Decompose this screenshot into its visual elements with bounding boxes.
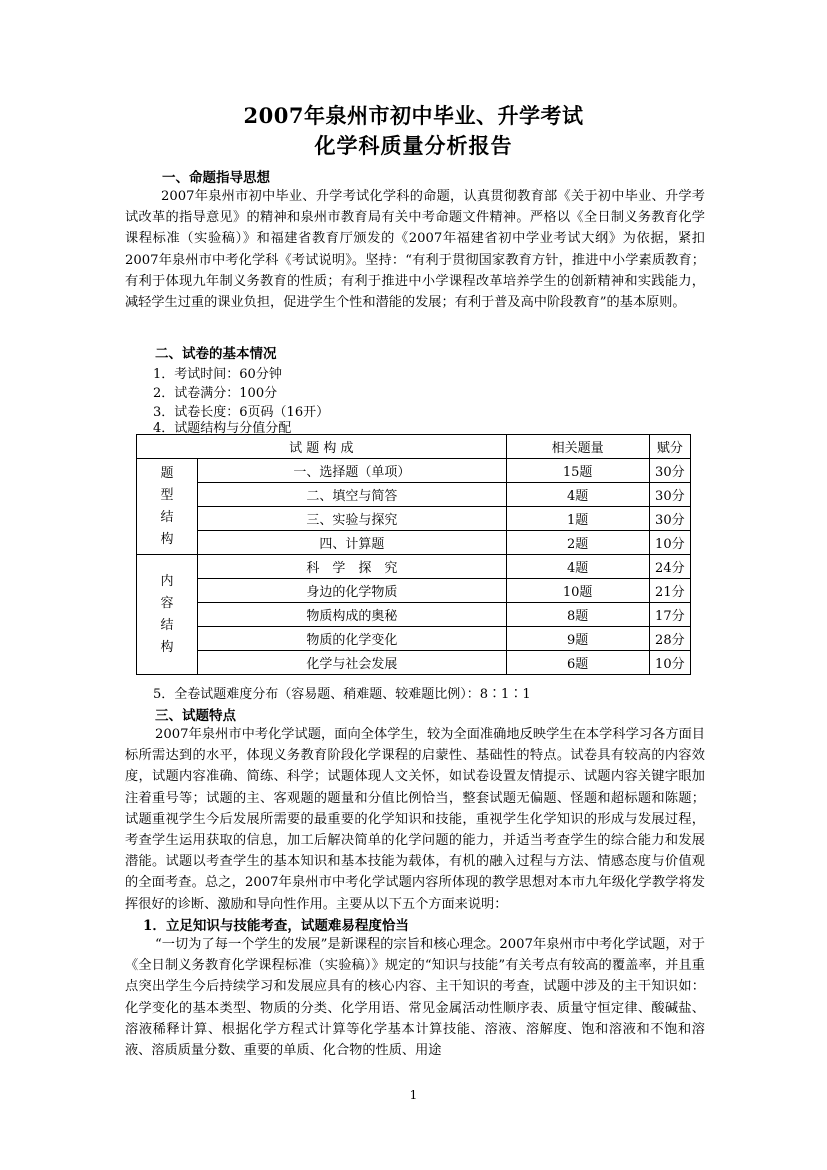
row-name: 二、填空与简答 [198, 483, 507, 507]
row-name: 物质的化学变化 [198, 627, 507, 651]
row-name: 一、选择题（单项） [198, 459, 507, 483]
table-row [137, 579, 691, 603]
report-title-line2: 化学科质量分析报告 [314, 133, 513, 158]
header-structure: 试 题 构 成 [137, 435, 507, 459]
structure-caption: 4．试题结构与分值分配 [153, 421, 292, 436]
table-header-row [137, 435, 691, 459]
row-score: 30分 [649, 507, 690, 531]
row-score: 30分 [649, 483, 690, 507]
row-count: 9题 [506, 627, 649, 651]
row-name: 科 学 探 究 [198, 555, 507, 579]
row-count: 15题 [506, 459, 649, 483]
row-score: 21分 [649, 579, 690, 603]
row-count: 4题 [506, 555, 649, 579]
section1-heading: 一、命题指导思想 [162, 170, 270, 186]
exam-time: 1．考试时间：60分钟 [153, 367, 282, 382]
table-row [137, 531, 691, 555]
table-row [137, 483, 691, 507]
row-count: 8题 [506, 603, 649, 627]
header-count: 相关题量 [506, 435, 649, 459]
table-row [137, 627, 691, 651]
row-count: 4题 [506, 483, 649, 507]
row-score: 10分 [649, 651, 690, 675]
table-row [137, 603, 691, 627]
row-score: 17分 [649, 603, 690, 627]
row-score: 10分 [649, 531, 690, 555]
row-count: 6题 [506, 651, 649, 675]
row-name: 物质构成的奥秘 [198, 603, 507, 627]
exam-full-score: 2．试卷满分：100分 [153, 386, 278, 401]
table-row [137, 651, 691, 675]
page-number: 1 [409, 1088, 418, 1102]
table-row [137, 459, 691, 483]
section3-paragraph: 2007年泉州市中考化学试题，面向全体学生，较为全面准确地反映学生在本学科学习各方面目标所需达到的水平，体现义务教育阶段化学课程的启蒙性、基础性的特点。试卷具有较高的内容效度，试题内容准确、简练、科学；试题体现人文关怀，如试卷设置友情提示、试题内容关键字眼加注着重号等；试题的主、客观题的题量和分值比例恰当，整套试题无偏题、怪题和超标题和陈题；试题重视学生今后发展所需要的最重要的化学知识和技能，重视学生化学知识的形成与发展过程，考查学生运用获取的信息，加工后解决简单的化学问题的能力，并适当考查学生的综合能力和发展潜能。试题以考查学生的基本知识和基本技能为载体，有机的融入过程与方法、情感态度与价值观的全面考查。总之，2007年泉州市中考化学试题内容所体现的教学思想对本市九年级化学教学将发挥很好的诊断、激励和导向性作用。主要从以下五个方面来说明： [125, 727, 705, 912]
section1-paragraph: 2007年泉州市初中毕业、升学考试化学科的命题，认真贯彻教育部《关于初中毕业、升学考试改革的指导意见》的精神和泉州市教育局有关中考命题文件精神。严格以《全日制义务教育化学课程标准（实验稿）》和福建省教育厅颁发的《2007年福建省初中学业考试大纲》为依据，紧扣2007年泉州市中考化学科《考试说明》。坚持：“有利于贯彻国家教育方针，推进中小学素质教育；有利于体现九年制义务教育的性质；有利于推进中小学课程改革培养学生的创新精神和实践能力，减轻学生过重的课业负担，促进学生个性和潜能的发展；有利于普及高中阶段教育”的基本原则。 [125, 189, 705, 311]
exam-length: 3．试卷长度：6页码（16开） [153, 405, 330, 420]
subsection1-paragraph: “一切为了每一个学生的发展”是新课程的宗旨和核心理念。2007年泉州市中考化学试题，对于《全日制义务教育化学课程标准（实验稿）》规定的“知识与技能”有关考点有较高的覆盖率，并且重点突出学生今后持续学习和发展应具有的核心内容、主干知识的考查，试题中涉及的主干知识如：化学变化的基本类型、物质的分类、化学用语、常见金属活动性顺序表、质量守恒定律、酸碱盐、溶液稀释计算、根据化学方程式计算等化学基本计算技能、溶液、溶解度、饱和溶液和不饱和溶液、溶质质量分数、重要的单质、化合物的性质、用途 [125, 937, 705, 1059]
row-score: 28分 [649, 627, 690, 651]
difficulty-distribution: 5．全卷试题难度分布（容易题、稍难题、较难题比例）：8∶1∶1 [153, 687, 531, 702]
header-score: 赋分 [649, 435, 690, 459]
structure-table [136, 434, 691, 675]
section3-heading: 三、试题特点 [155, 708, 236, 724]
group-label-type: 题 型 结 构 [137, 459, 198, 555]
group-label-content: 内 容 结 构 [137, 555, 198, 675]
row-count: 10题 [506, 579, 649, 603]
row-name: 化学与社会发展 [198, 651, 507, 675]
table-row [137, 555, 691, 579]
row-count: 2题 [506, 531, 649, 555]
row-name: 四、计算题 [198, 531, 507, 555]
report-title-line1: 2007年泉州市初中毕业、升学考试 [243, 103, 584, 128]
row-count: 1题 [506, 507, 649, 531]
table-row [137, 507, 691, 531]
row-name: 身边的化学物质 [198, 579, 507, 603]
row-name: 三、实验与探究 [198, 507, 507, 531]
row-score: 30分 [649, 459, 690, 483]
section2-heading: 二、试卷的基本情况 [155, 346, 277, 362]
row-score: 24分 [649, 555, 690, 579]
subsection1-heading: 1．立足知识与技能考查，试题难易程度恰当 [143, 918, 409, 934]
